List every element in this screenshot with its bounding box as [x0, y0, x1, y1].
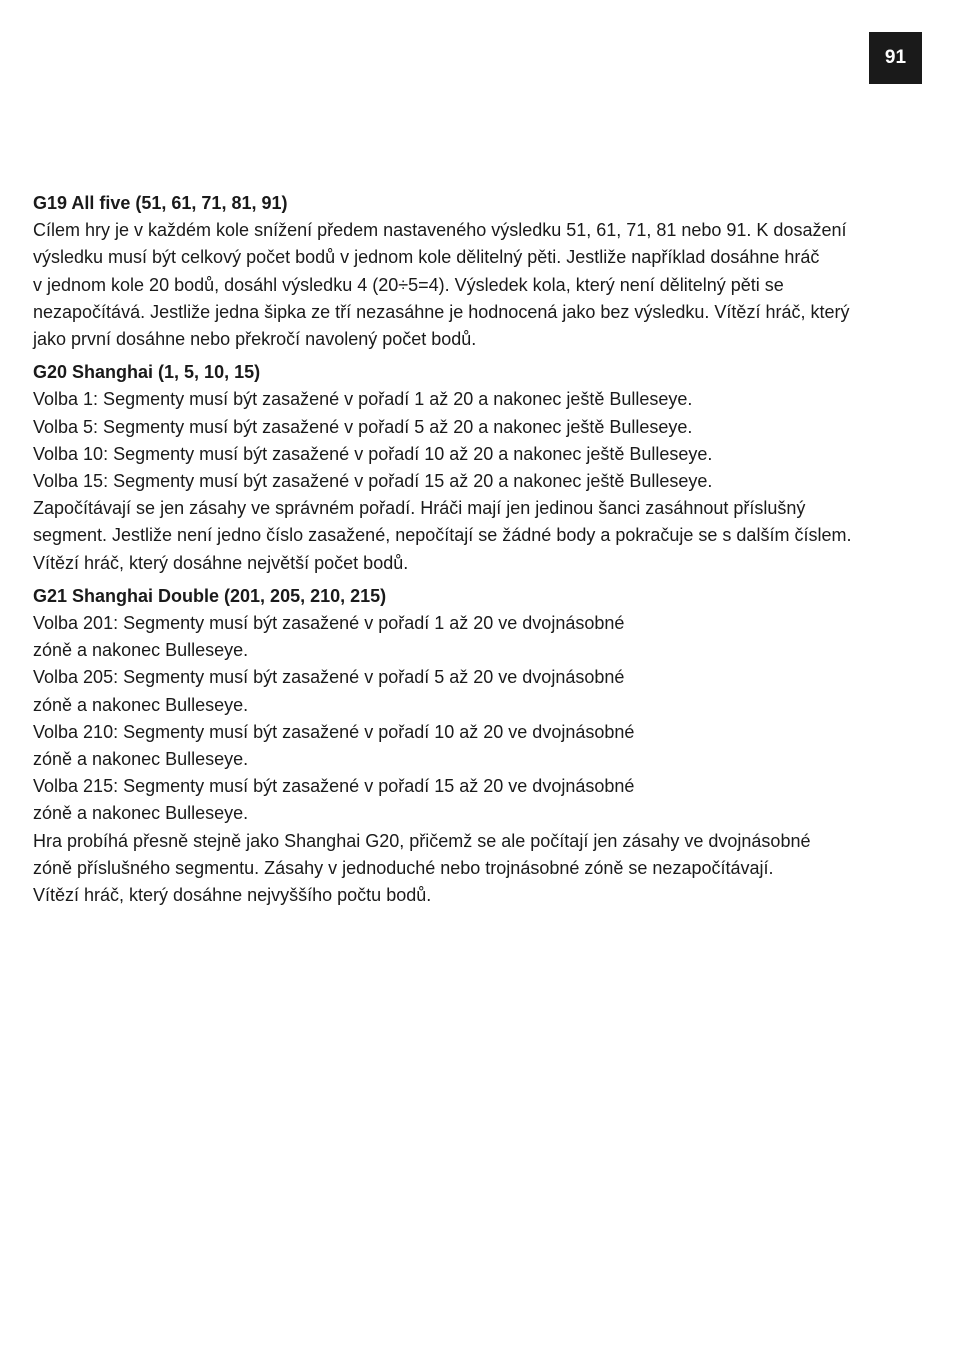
text-line: zóně a nakonec Bulleseye. — [33, 694, 249, 715]
text-line: Vítězí hráč, který dosáhne nejvyššího počtu bodů. — [33, 885, 432, 906]
text-line: nezapočítává. Jestliže jedna šipka ze tří nezasáhne je hodnocená jako bez výsledku. Vítězí hráč, který — [33, 301, 850, 322]
text-line: segment. Jestliže není jedno číslo zasažené, nepočítají se žádné body a pokračuje se s dalším číslem. — [33, 525, 852, 546]
section-g19 — [33, 190, 923, 353]
section-text-g20 — [33, 386, 923, 576]
text-line: zóně a nakonec Bulleseye. — [33, 749, 249, 770]
text-line: Volba 205: Segmenty musí být zasažené v pořadí 5 až 20 ve dvojnásobné — [33, 667, 625, 688]
text-line: Volba 10: Segmenty musí být zasažené v pořadí 10 až 20 a nakonec ještě Bulleseye. — [33, 443, 713, 464]
text-line: jako první dosáhne nebo překročí navolený počet bodů. — [33, 329, 477, 350]
document-body — [33, 190, 923, 915]
section-heading-g19: G19 All five (51, 61, 71, 81, 91) — [33, 193, 288, 213]
section-g21 — [33, 583, 923, 909]
text-line: Hra probíhá přesně stejně jako Shanghai G20, přičemž se ale počítají jen zásahy ve dvojnásobné — [33, 830, 811, 851]
text-line: Započítávají se jen zásahy ve správném pořadí. Hráči mají jen jedinou šanci zasáhnout příslušný — [33, 498, 806, 519]
text-line: v jednom kole 20 bodů, dosáhl výsledku 4 (20÷5=4). Výsledek kola, který není dělitelný pěti se — [33, 274, 784, 295]
section-heading-g21: G21 Shanghai Double (201, 205, 210, 215) — [33, 585, 387, 606]
page-number: 91 — [869, 32, 922, 84]
section-g20 — [33, 359, 923, 577]
text-line: zóně a nakonec Bulleseye. — [33, 803, 249, 824]
section-text-g21 — [33, 610, 923, 909]
text-line: Volba 5: Segmenty musí být zasažené v pořadí 5 až 20 a nakonec ještě Bulleseye. — [33, 416, 693, 437]
text-line: Volba 215: Segmenty musí být zasažené v pořadí 15 až 20 ve dvojnásobné — [33, 776, 635, 797]
text-line: Volba 15: Segmenty musí být zasažené v pořadí 15 až 20 a nakonec ještě Bulleseye. — [33, 471, 713, 492]
text-line: Vítězí hráč, který dosáhne největší počet bodů. — [33, 552, 409, 573]
text-line: zóně a nakonec Bulleseye. — [33, 640, 249, 661]
text-line: Cílem hry je v každém kole snížení předem nastaveného výsledku 51, 61, 71, 81 nebo 91. K dosažení — [33, 220, 847, 241]
text-line: výsledku musí být celkový počet bodů v jednom kole dělitelný pěti. Jestliže například dosáhne hráč — [33, 247, 820, 268]
text-line: Volba 210: Segmenty musí být zasažené v pořadí 10 až 20 ve dvojnásobné — [33, 721, 635, 742]
text-line: zóně příslušného segmentu. Zásahy v jednoduché nebo trojnásobné zóně se nezapočítávají. — [33, 857, 774, 878]
section-heading-g20: G20 Shanghai (1, 5, 10, 15) — [33, 362, 261, 383]
section-text-g19 — [33, 217, 923, 353]
text-line: Volba 1: Segmenty musí být zasažené v pořadí 1 až 20 a nakonec ještě Bulleseye. — [33, 389, 693, 410]
text-line: Volba 201: Segmenty musí být zasažené v pořadí 1 až 20 ve dvojnásobné — [33, 613, 625, 634]
